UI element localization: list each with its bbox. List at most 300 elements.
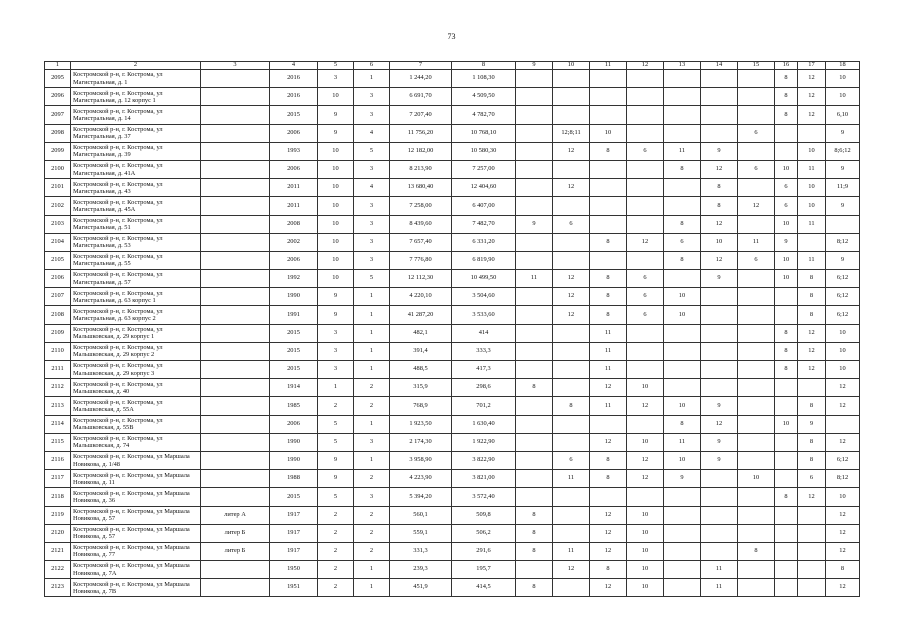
col-16-cell <box>775 306 798 324</box>
col-12-cell <box>627 415 664 433</box>
col-14-cell: 8 <box>701 179 738 197</box>
col-17-cell <box>798 506 826 524</box>
living-area-cell: 10 580,30 <box>452 142 516 160</box>
col-17-cell <box>798 124 826 142</box>
total-area-cell: 2 174,30 <box>390 433 452 451</box>
floors-cell: 3 <box>318 342 354 360</box>
col-17-cell: 8 <box>798 306 826 324</box>
col-16-cell: 8 <box>775 88 798 106</box>
table-row <box>45 324 860 342</box>
col-11-cell <box>590 415 627 433</box>
row-number-cell: 2110 <box>45 342 71 360</box>
col-11-cell: 12 <box>590 379 627 397</box>
col-11-cell: 12 <box>590 579 627 597</box>
col-16-cell <box>775 451 798 469</box>
entrances-cell: 2 <box>354 542 390 560</box>
row-number-cell: 2105 <box>45 251 71 269</box>
col-12-cell: 10 <box>627 561 664 579</box>
liter-cell <box>201 361 270 379</box>
year-built-cell: 1988 <box>270 470 318 488</box>
col-11-cell <box>590 160 627 178</box>
address-cell: Костромской р-н, г. Кострома, ул Магистральная, д. 51 <box>71 215 201 233</box>
year-built-cell: 1991 <box>270 306 318 324</box>
col-18-cell <box>826 415 860 433</box>
table-row <box>45 306 860 324</box>
table-row <box>45 561 860 579</box>
floors-cell: 3 <box>318 324 354 342</box>
living-area-cell: 6 407,00 <box>452 197 516 215</box>
col-9-cell: 8 <box>516 379 553 397</box>
col-10-cell <box>553 233 590 251</box>
col-17-cell: 8 <box>798 451 826 469</box>
col-16-cell: 10 <box>775 160 798 178</box>
col-14-cell <box>701 124 738 142</box>
row-number-cell: 2119 <box>45 506 71 524</box>
col-9-cell <box>516 561 553 579</box>
row-number-cell: 2104 <box>45 233 71 251</box>
liter-cell <box>201 488 270 506</box>
col-18-cell: 9 <box>826 251 860 269</box>
liter-cell <box>201 288 270 306</box>
living-area-cell: 3 822,90 <box>452 451 516 469</box>
col-11-cell: 8 <box>590 142 627 160</box>
col-12-cell <box>627 324 664 342</box>
floors-cell: 9 <box>318 306 354 324</box>
total-area-cell: 331,3 <box>390 542 452 560</box>
living-area-cell: 3 572,40 <box>452 488 516 506</box>
col-10-cell: 11 <box>553 470 590 488</box>
col-18-cell: 11;9 <box>826 179 860 197</box>
column-header-9: 9 <box>516 62 553 70</box>
col-13-cell <box>664 379 701 397</box>
col-18-cell: 8;12 <box>826 470 860 488</box>
total-area-cell: 7 207,40 <box>390 106 452 124</box>
year-built-cell: 2015 <box>270 488 318 506</box>
col-18-cell: 8;12 <box>826 233 860 251</box>
table-row <box>45 288 860 306</box>
table-row <box>45 542 860 560</box>
liter-cell <box>201 179 270 197</box>
col-11-cell: 10 <box>590 124 627 142</box>
row-number-cell: 2096 <box>45 88 71 106</box>
liter-cell <box>201 306 270 324</box>
col-9-cell <box>516 342 553 360</box>
living-area-cell: 10 499,50 <box>452 270 516 288</box>
col-13-cell <box>664 179 701 197</box>
col-13-cell <box>664 488 701 506</box>
col-17-cell: 12 <box>798 324 826 342</box>
col-17-cell: 8 <box>798 433 826 451</box>
col-9-cell <box>516 124 553 142</box>
col-16-cell <box>775 397 798 415</box>
col-14-cell: 9 <box>701 451 738 469</box>
col-16-cell: 6 <box>775 179 798 197</box>
col-12-cell: 6 <box>627 270 664 288</box>
entrances-cell: 4 <box>354 124 390 142</box>
col-10-cell <box>553 251 590 269</box>
col-14-cell: 11 <box>701 579 738 597</box>
year-built-cell: 2015 <box>270 106 318 124</box>
housing-register-table <box>44 61 860 597</box>
col-10-cell <box>553 197 590 215</box>
floors-cell: 9 <box>318 451 354 469</box>
col-10-cell <box>553 506 590 524</box>
col-14-cell: 9 <box>701 142 738 160</box>
col-10-cell: 12 <box>553 306 590 324</box>
living-area-cell: 6 331,20 <box>452 233 516 251</box>
col-9-cell: 8 <box>516 579 553 597</box>
col-11-cell: 12 <box>590 506 627 524</box>
living-area-cell: 4 509,50 <box>452 88 516 106</box>
total-area-cell: 12 182,00 <box>390 142 452 160</box>
col-13-cell: 10 <box>664 306 701 324</box>
col-15-cell <box>738 288 775 306</box>
col-18-cell: 6,10 <box>826 106 860 124</box>
living-area-cell: 7 257,00 <box>452 160 516 178</box>
col-10-cell <box>553 160 590 178</box>
total-area-cell: 8 439,60 <box>390 215 452 233</box>
col-17-cell: 9 <box>798 415 826 433</box>
col-9-cell <box>516 288 553 306</box>
floors-cell: 10 <box>318 197 354 215</box>
liter-cell <box>201 342 270 360</box>
liter-cell <box>201 70 270 88</box>
col-15-cell <box>738 342 775 360</box>
living-area-cell: 333,3 <box>452 342 516 360</box>
col-12-cell: 6 <box>627 288 664 306</box>
total-area-cell: 7 258,00 <box>390 197 452 215</box>
col-13-cell <box>664 524 701 542</box>
col-15-cell <box>738 88 775 106</box>
col-13-cell <box>664 270 701 288</box>
entrances-cell: 5 <box>354 142 390 160</box>
col-14-cell <box>701 324 738 342</box>
col-14-cell: 12 <box>701 160 738 178</box>
liter-cell <box>201 579 270 597</box>
total-area-cell: 4 223,90 <box>390 470 452 488</box>
liter-cell <box>201 397 270 415</box>
col-13-cell: 8 <box>664 215 701 233</box>
entrances-cell: 1 <box>354 361 390 379</box>
table-row <box>45 251 860 269</box>
col-16-cell: 8 <box>775 361 798 379</box>
col-11-cell: 11 <box>590 324 627 342</box>
col-14-cell: 9 <box>701 433 738 451</box>
address-cell: Костромской р-н, г. Кострома, ул Магистральная, д. 57 <box>71 270 201 288</box>
year-built-cell: 2006 <box>270 415 318 433</box>
col-14-cell: 9 <box>701 397 738 415</box>
col-15-cell <box>738 415 775 433</box>
year-built-cell: 2002 <box>270 233 318 251</box>
column-header-11: 11 <box>590 62 627 70</box>
col-9-cell: 8 <box>516 542 553 560</box>
address-cell: Костромской р-н, г. Кострома, ул Мальшковская, д. 29 корпус 2 <box>71 342 201 360</box>
floors-cell: 2 <box>318 524 354 542</box>
col-12-cell: 6 <box>627 142 664 160</box>
year-built-cell: 2008 <box>270 215 318 233</box>
col-13-cell: 6 <box>664 233 701 251</box>
address-cell: Костромской р-н, г. Кострома, ул Маршала Новикова, д. 77 <box>71 542 201 560</box>
col-13-cell: 10 <box>664 288 701 306</box>
floors-cell: 10 <box>318 215 354 233</box>
living-area-cell: 4 782,70 <box>452 106 516 124</box>
col-17-cell: 12 <box>798 106 826 124</box>
floors-cell: 9 <box>318 288 354 306</box>
entrances-cell: 3 <box>354 251 390 269</box>
col-13-cell <box>664 106 701 124</box>
total-area-cell: 451,9 <box>390 579 452 597</box>
col-15-cell <box>738 506 775 524</box>
col-12-cell: 12 <box>627 451 664 469</box>
table-row <box>45 179 860 197</box>
total-area-cell: 488,5 <box>390 361 452 379</box>
col-9-cell <box>516 433 553 451</box>
row-number-cell: 2108 <box>45 306 71 324</box>
year-built-cell: 2015 <box>270 361 318 379</box>
col-10-cell <box>553 488 590 506</box>
col-17-cell: 8 <box>798 270 826 288</box>
col-16-cell <box>775 433 798 451</box>
col-14-cell <box>701 70 738 88</box>
column-number-header <box>45 62 860 70</box>
col-10-cell: 11 <box>553 542 590 560</box>
column-header-6: 6 <box>354 62 390 70</box>
table-row <box>45 397 860 415</box>
col-17-cell <box>798 524 826 542</box>
living-area-cell: 3 504,60 <box>452 288 516 306</box>
liter-cell <box>201 379 270 397</box>
table-row <box>45 215 860 233</box>
col-12-cell <box>627 179 664 197</box>
col-17-cell: 11 <box>798 251 826 269</box>
col-18-cell: 6;12 <box>826 270 860 288</box>
col-10-cell <box>553 379 590 397</box>
year-built-cell: 1917 <box>270 542 318 560</box>
col-13-cell: 10 <box>664 451 701 469</box>
col-14-cell <box>701 88 738 106</box>
col-12-cell <box>627 160 664 178</box>
col-17-cell <box>798 579 826 597</box>
floors-cell: 3 <box>318 70 354 88</box>
entrances-cell: 3 <box>354 215 390 233</box>
col-12-cell: 10 <box>627 542 664 560</box>
address-cell: Костромской р-н, г. Кострома, ул Магистральная, д. 14 <box>71 106 201 124</box>
col-13-cell <box>664 506 701 524</box>
liter-cell <box>201 415 270 433</box>
col-18-cell <box>826 215 860 233</box>
col-18-cell: 10 <box>826 342 860 360</box>
liter-cell: литер Б <box>201 542 270 560</box>
col-14-cell <box>701 306 738 324</box>
table-row <box>45 361 860 379</box>
year-built-cell: 1992 <box>270 270 318 288</box>
entrances-cell: 5 <box>354 270 390 288</box>
col-11-cell <box>590 215 627 233</box>
year-built-cell: 2016 <box>270 88 318 106</box>
total-area-cell: 3 958,90 <box>390 451 452 469</box>
table-row <box>45 233 860 251</box>
total-area-cell: 6 691,70 <box>390 88 452 106</box>
col-17-cell: 12 <box>798 70 826 88</box>
col-9-cell <box>516 142 553 160</box>
col-10-cell: 12 <box>553 270 590 288</box>
col-14-cell: 9 <box>701 270 738 288</box>
col-16-cell <box>775 524 798 542</box>
entrances-cell: 1 <box>354 415 390 433</box>
living-area-cell: 3 533,60 <box>452 306 516 324</box>
living-area-cell: 414,5 <box>452 579 516 597</box>
col-18-cell: 12 <box>826 506 860 524</box>
year-built-cell: 1951 <box>270 579 318 597</box>
row-number-cell: 2122 <box>45 561 71 579</box>
address-cell: Костромской р-н, г. Кострома, ул Магистральная, д. 37 <box>71 124 201 142</box>
col-15-cell <box>738 306 775 324</box>
liter-cell <box>201 451 270 469</box>
entrances-cell: 3 <box>354 433 390 451</box>
row-number-cell: 2106 <box>45 270 71 288</box>
total-area-cell: 11 756,20 <box>390 124 452 142</box>
col-9-cell <box>516 197 553 215</box>
table-row <box>45 524 860 542</box>
col-14-cell <box>701 288 738 306</box>
liter-cell <box>201 88 270 106</box>
col-17-cell <box>798 542 826 560</box>
col-16-cell <box>775 561 798 579</box>
col-15-cell: 10 <box>738 470 775 488</box>
col-12-cell: 10 <box>627 524 664 542</box>
col-13-cell <box>664 70 701 88</box>
total-area-cell: 768,9 <box>390 397 452 415</box>
col-18-cell: 9 <box>826 124 860 142</box>
liter-cell: литер Б <box>201 524 270 542</box>
row-number-cell: 2098 <box>45 124 71 142</box>
col-17-cell: 10 <box>798 142 826 160</box>
col-11-cell: 8 <box>590 470 627 488</box>
col-17-cell <box>798 233 826 251</box>
total-area-cell: 7 776,80 <box>390 251 452 269</box>
col-18-cell: 12 <box>826 433 860 451</box>
living-area-cell: 417,3 <box>452 361 516 379</box>
year-built-cell: 2006 <box>270 160 318 178</box>
liter-cell: литер А <box>201 506 270 524</box>
floors-cell: 1 <box>318 379 354 397</box>
col-17-cell: 12 <box>798 88 826 106</box>
entrances-cell: 2 <box>354 397 390 415</box>
col-14-cell: 12 <box>701 215 738 233</box>
column-header-12: 12 <box>627 62 664 70</box>
col-17-cell <box>798 379 826 397</box>
col-9-cell <box>516 88 553 106</box>
col-13-cell <box>664 324 701 342</box>
col-11-cell: 12 <box>590 433 627 451</box>
row-number-cell: 2100 <box>45 160 71 178</box>
living-area-cell: 701,2 <box>452 397 516 415</box>
col-11-cell: 8 <box>590 270 627 288</box>
entrances-cell: 1 <box>354 306 390 324</box>
col-17-cell: 12 <box>798 361 826 379</box>
column-header-3: 3 <box>201 62 270 70</box>
year-built-cell: 2006 <box>270 251 318 269</box>
liter-cell <box>201 142 270 160</box>
row-number-cell: 2107 <box>45 288 71 306</box>
col-9-cell <box>516 233 553 251</box>
page-number: 73 <box>447 32 456 41</box>
col-18-cell: 10 <box>826 324 860 342</box>
address-cell: Костромской р-н, г. Кострома, ул Мальшковская, д. 55А <box>71 397 201 415</box>
col-11-cell: 12 <box>590 542 627 560</box>
col-15-cell: 6 <box>738 124 775 142</box>
floors-cell: 10 <box>318 88 354 106</box>
col-11-cell: 8 <box>590 288 627 306</box>
col-15-cell <box>738 215 775 233</box>
col-16-cell <box>775 288 798 306</box>
entrances-cell: 1 <box>354 561 390 579</box>
year-built-cell: 2011 <box>270 179 318 197</box>
col-13-cell <box>664 561 701 579</box>
total-area-cell: 482,1 <box>390 324 452 342</box>
column-header-2: 2 <box>71 62 201 70</box>
col-13-cell <box>664 124 701 142</box>
col-15-cell <box>738 579 775 597</box>
liter-cell <box>201 197 270 215</box>
col-10-cell: 6 <box>553 451 590 469</box>
address-cell: Костромской р-н, г. Кострома, ул Магистральная, д. 63 корпус 1 <box>71 288 201 306</box>
living-area-cell: 414 <box>452 324 516 342</box>
col-14-cell <box>701 470 738 488</box>
col-11-cell: 11 <box>590 397 627 415</box>
col-11-cell <box>590 70 627 88</box>
column-header-18: 18 <box>826 62 860 70</box>
col-16-cell: 9 <box>775 233 798 251</box>
table-row <box>45 124 860 142</box>
col-17-cell: 12 <box>798 488 826 506</box>
entrances-cell: 3 <box>354 488 390 506</box>
col-9-cell: 8 <box>516 506 553 524</box>
col-11-cell <box>590 488 627 506</box>
col-10-cell <box>553 106 590 124</box>
address-cell: Костромской р-н, г. Кострома, ул Маршала Новикова, д. 7В <box>71 579 201 597</box>
address-cell: Костромской р-н, г. Кострома, ул Маршала Новикова, д. 57 <box>71 524 201 542</box>
row-number-cell: 2121 <box>45 542 71 560</box>
table-row <box>45 433 860 451</box>
col-16-cell: 8 <box>775 324 798 342</box>
column-header-16: 16 <box>775 62 798 70</box>
col-9-cell: 8 <box>516 524 553 542</box>
year-built-cell: 2015 <box>270 342 318 360</box>
col-18-cell: 6;12 <box>826 451 860 469</box>
col-13-cell: 10 <box>664 397 701 415</box>
col-14-cell: 12 <box>701 251 738 269</box>
entrances-cell: 2 <box>354 524 390 542</box>
row-number-cell: 2101 <box>45 179 71 197</box>
total-area-cell: 13 680,40 <box>390 179 452 197</box>
row-number-cell: 2095 <box>45 70 71 88</box>
col-16-cell: 8 <box>775 70 798 88</box>
address-cell: Костромской р-н, г. Кострома, ул Магистральная, д. 1 <box>71 70 201 88</box>
floors-cell: 2 <box>318 579 354 597</box>
col-17-cell: 6 <box>798 470 826 488</box>
col-11-cell: 8 <box>590 233 627 251</box>
col-17-cell: 12 <box>798 342 826 360</box>
col-14-cell: 12 <box>701 415 738 433</box>
row-number-cell: 2120 <box>45 524 71 542</box>
col-9-cell <box>516 106 553 124</box>
col-15-cell <box>738 324 775 342</box>
liter-cell <box>201 433 270 451</box>
total-area-cell: 560,1 <box>390 506 452 524</box>
total-area-cell: 391,4 <box>390 342 452 360</box>
entrances-cell: 3 <box>354 197 390 215</box>
